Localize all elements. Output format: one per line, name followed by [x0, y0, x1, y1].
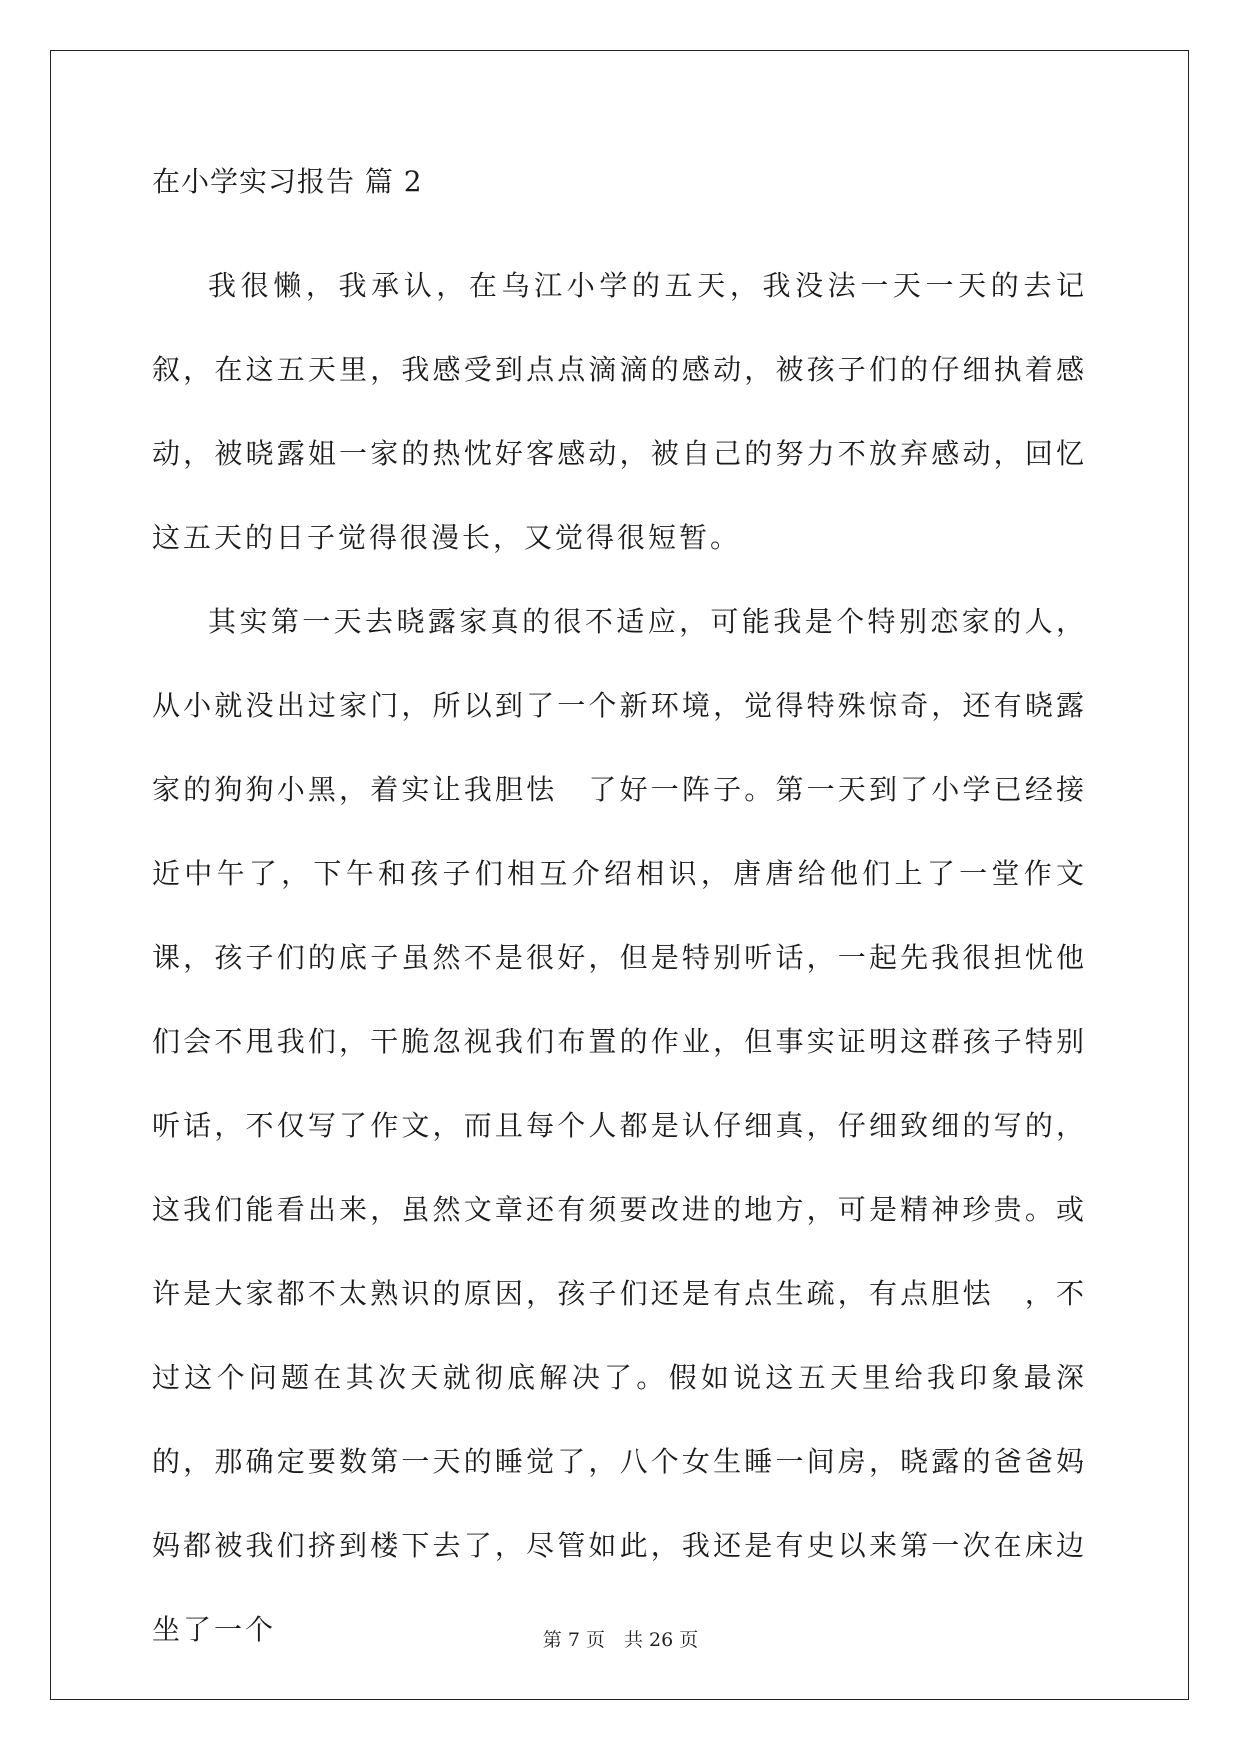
document-body — [152, 160, 1087, 1672]
page-footer: 第 7 页 共 26 页 — [542, 1629, 699, 1651]
section-title: 在小学实习报告 篇 2 — [152, 165, 423, 198]
paragraph-2 — [152, 580, 1087, 1672]
paragraph-text: 我很懒，我承认，在乌江小学的五天，我没法一天一天的去记叙，在这五天里，我感受到点点滴滴的感动，被孩子们的仔细执着感动，被晓露姐一家的热忱好客感动，被自己的努力不放弃感动，回忆这五天的日子觉得很漫长，又觉得很短暂。 — [152, 269, 1087, 554]
paragraph-text: 其实第一天去晓露家真的很不适应，可能我是个特别恋家的人，从小就没出过家门，所以到了一个新环境，觉得特殊惊奇，还有晓露家的狗狗小黑，着实让我胆怯 了好一阵子。第一天到了小学已经接近中午了，下午和孩子们相互介绍相识，唐唐给他们上了一堂作文课，孩子们的底子虽然不是很好，但是特别听话，一起先我很担忧他们会不甩我们，干脆忽视我们布置的作业，但事实证明这群孩子特别听话，不仅写了作文，而且每个人都是认仔细真，仔细致细的写的，这我们能看出来，虽然文章还有须要改进的地方，可是精神珍贵。或许是大家都不太熟识的原因，孩子们还是有点生疏，有点胆怯 ，不过这个问题在其次天就彻底解决了。假如说这五天里给我印象最深的，那确定要数第一天的睡觉了，八个女生睡一间房，晓露的爸爸妈妈都被我们挤到楼下去了，尽管如此，我还是有史以来第一次在床边坐了一个 — [152, 605, 1087, 1646]
paragraph-1 — [152, 244, 1087, 580]
